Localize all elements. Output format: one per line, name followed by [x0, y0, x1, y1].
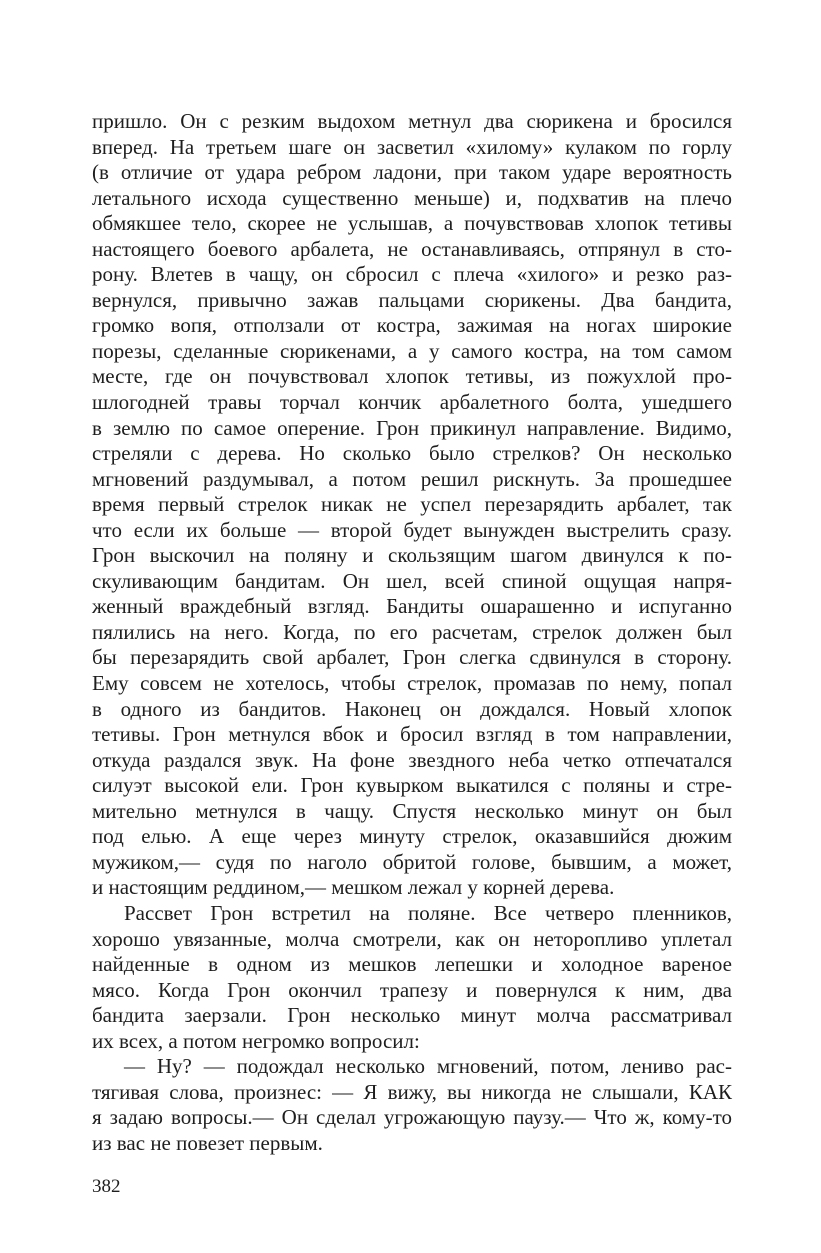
- text-line: месте, где он почувствовал хлопок тетивы, из пожухлой про-: [92, 364, 732, 389]
- text-line: Рассвет Грон встретил на поляне. Все четверо пленников,: [124, 900, 732, 925]
- text-line: откуда раздался звук. На фоне звездного неба четко отпечатался: [92, 747, 732, 772]
- text-line: — Ну? — подождал несколько мгновений, потом, лениво рас-: [124, 1054, 732, 1079]
- text-line: вперед. На третьем шаге он засветил «хилому» кулаком по горлу: [92, 134, 732, 159]
- text-line: шлогодней травы торчал кончик арбалетного болта, ушедшего: [92, 390, 732, 415]
- text-line: летального исхода существенно меньше) и, подхватив на плечо: [92, 185, 732, 210]
- text-line: порезы, сделанные сюрикенами, а у самого костра, на том самом: [92, 338, 732, 363]
- text-line: (в отличие от удара ребром ладони, при таком ударе вероятность: [92, 160, 732, 185]
- text-line: рону. Влетев в чащу, он сбросил с плеча «хилого» и резко раз-: [92, 262, 732, 287]
- text-line: найденные в одном из мешков лепешки и холодное вареное: [92, 952, 732, 977]
- text-line: тетивы. Грон метнулся вбок и бросил взгляд в том направлении,: [92, 722, 732, 747]
- text-line: пришло. Он с резким выдохом метнул два сюрикена и бросился: [92, 109, 732, 133]
- text-line: их всех, а потом негромко вопросил:: [92, 1028, 420, 1053]
- text-line: мгновений раздумывал, а потом решил рискнуть. За прошедшее: [92, 466, 732, 491]
- text-line: стреляли с дерева. Но сколько было стрелков? Он несколько: [92, 441, 732, 466]
- text-line: в землю по самое оперение. Грон прикинул направление. Видимо,: [92, 415, 732, 440]
- text-line: хорошо увязанные, молча смотрели, как он неторопливо уплетал: [92, 926, 732, 951]
- text-line: женный враждебный взгляд. Бандиты ошарашенно и испуганно: [92, 594, 732, 619]
- text-line: силуэт высокой ели. Грон кувырком выкатился с поляны и стре-: [92, 773, 732, 798]
- text-line: мясо. Когда Грон окончил трапезу и повернулся к ним, два: [92, 977, 732, 1002]
- text-line: я задаю вопросы.— Он сделал угрожающую паузу.— Что ж, кому-то: [92, 1105, 732, 1130]
- text-line: мительно метнулся в чащу. Спустя несколько минут он был: [92, 798, 732, 823]
- text-line: мужиком,— судя по наголо обритой голове, бывшим, а может,: [92, 849, 732, 874]
- text-line: вернулся, привычно зажав пальцами сюрикены. Два бандита,: [92, 287, 732, 312]
- text-line: Ему совсем не хотелось, чтобы стрелок, промазав по нему, попал: [92, 671, 732, 696]
- text-line: громко вопя, отползали от костра, зажимая на ногах широкие: [92, 313, 732, 338]
- text-line: и настоящим реддином,— мешком лежал у корней дерева.: [92, 875, 615, 900]
- text-line: скуливающим бандитам. Он шел, всей спиной ощущая напря-: [92, 568, 732, 593]
- text-line: Грон выскочил на поляну и скользящим шагом двинулся к по-: [92, 543, 732, 568]
- text-line: бы перезарядить свой арбалет, Грон слегка сдвинулся в сторону.: [92, 645, 732, 670]
- text-line: из вас не повезет первым.: [92, 1130, 323, 1155]
- text-line: время первый стрелок никак не успел перезарядить арбалет, так: [92, 492, 732, 517]
- text-line: пялились на него. Когда, по его расчетам, стрелок должен был: [92, 619, 732, 644]
- text-line: в одного из бандитов. Наконец он дождался. Новый хлопок: [92, 696, 732, 721]
- text-line: обмякшее тело, скорее не услышав, а почувствовав хлопок тетивы: [92, 211, 732, 236]
- page-text: [92, 109, 732, 1156]
- text-line: под елью. А еще через минуту стрелок, оказавшийся дюжим: [92, 824, 732, 849]
- text-line: настоящего боевого арбалета, не останавливаясь, отпрянул в сто-: [92, 236, 732, 261]
- text-line: тягивая слова, произнес: — Я вижу, вы никогда не слышали, КАК: [92, 1079, 732, 1104]
- text-line: что если их больше — второй будет вынужден выстрелить сразу.: [92, 517, 732, 542]
- page-number: 382: [92, 1176, 121, 1197]
- text-line: бандита заерзали. Грон несколько минут молча рассматривал: [92, 1003, 732, 1028]
